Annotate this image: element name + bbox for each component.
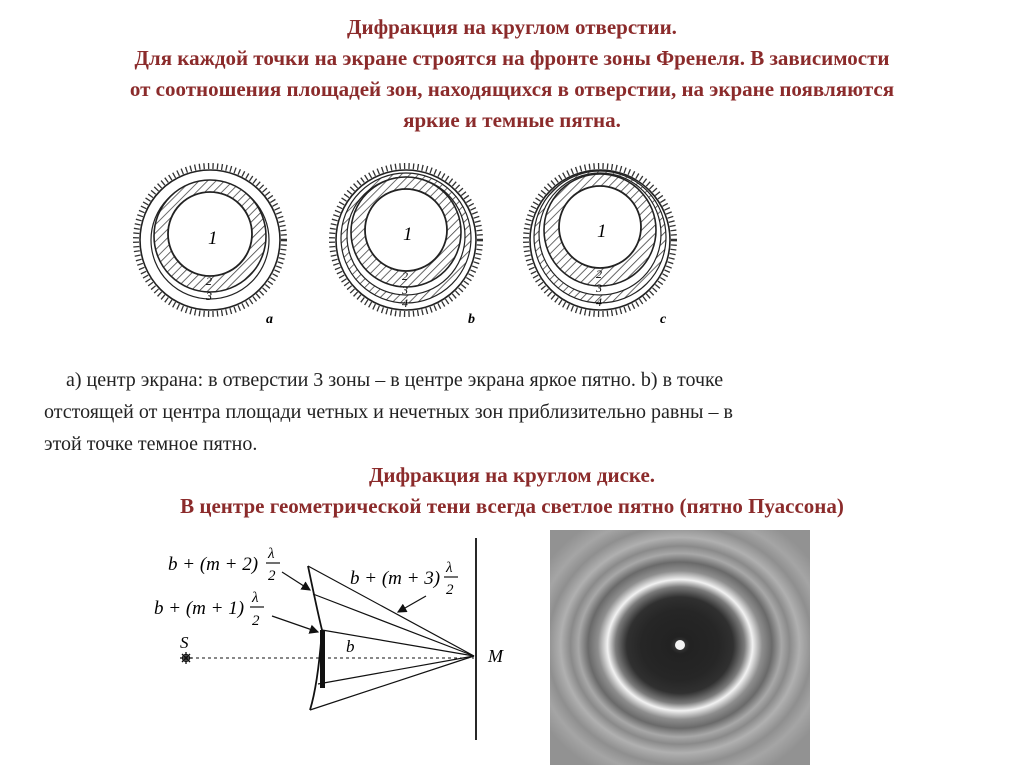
point-label: M xyxy=(488,646,503,666)
source-point xyxy=(180,652,192,664)
zone-label: 2 xyxy=(596,267,602,281)
zone-label: 2 xyxy=(402,269,408,283)
svg-text:λ: λ xyxy=(252,590,259,606)
caption-line: этой точке темное пятно. xyxy=(44,433,258,455)
disk-subtitle: В центре геометрической тени всегда светлое пятно (пятно Пуассона) xyxy=(180,494,844,518)
arrow-m2 xyxy=(282,572,310,590)
title-line: Для каждой точки на экране строятся на фронте зоны Френеля. В зависимости xyxy=(134,46,890,70)
poisson-spot-photo xyxy=(550,530,810,765)
svg-text:2: 2 xyxy=(446,582,454,598)
panel-letter: b xyxy=(468,312,475,327)
disk-heading xyxy=(20,460,1004,522)
zone-panel-a xyxy=(136,166,284,327)
zone-label: 1 xyxy=(403,224,413,245)
fresnel-zones-figure xyxy=(128,158,708,358)
caption-line: отстоящей от центра площади четных и нечетных зон приблизительно равны – в xyxy=(44,401,733,423)
label-m2 xyxy=(168,546,280,584)
source-label: S xyxy=(180,633,189,652)
svg-text:2: 2 xyxy=(268,568,276,584)
title-line: от соотношения площадей зон, находящихся в отверстии, на экране появляются xyxy=(129,77,895,101)
wavefront-arc xyxy=(308,566,322,710)
svg-text:2: 2 xyxy=(252,613,260,629)
zone-label: 1 xyxy=(597,221,607,242)
opaque-disk xyxy=(320,630,325,688)
distance-label: b xyxy=(346,637,355,656)
zone-label: 4 xyxy=(596,295,602,309)
caption-text xyxy=(44,364,984,460)
zone-label: 3 xyxy=(402,283,408,297)
arrow-m3 xyxy=(398,596,426,612)
zone-label: 3 xyxy=(206,289,212,303)
zone-label: 4 xyxy=(402,296,408,310)
svg-text:λ: λ xyxy=(446,560,453,576)
zone-label: 1 xyxy=(208,228,218,249)
zone-panel-c xyxy=(526,166,674,327)
panel-letter: a xyxy=(266,312,273,327)
title-line: Дифракция на круглом отверстии. xyxy=(347,15,677,39)
zone-label: 3 xyxy=(596,281,602,295)
slide-title xyxy=(20,12,1004,136)
title-line: яркие и темные пятна. xyxy=(403,108,621,132)
disk-title: Дифракция на круглом диске. xyxy=(368,463,656,487)
arrow-m1 xyxy=(272,616,318,632)
svg-text:b + (m + 1): b + (m + 1) xyxy=(154,598,245,619)
zone-panel-b xyxy=(332,166,480,327)
poisson-spot xyxy=(675,640,685,650)
svg-text:b + (m + 3): b + (m + 3) xyxy=(350,568,441,589)
label-m3 xyxy=(350,560,458,598)
label-m1 xyxy=(154,590,264,629)
panel-letter: c xyxy=(660,312,667,327)
svg-text:λ: λ xyxy=(268,546,275,562)
zone-label: 2 xyxy=(206,274,212,288)
disk-diffraction-diagram xyxy=(150,534,510,744)
svg-text:b + (m + 2): b + (m + 2) xyxy=(168,554,259,575)
caption-line: а) центр экрана: в отверстии 3 зоны – в центре экрана яркое пятно. b) в точке xyxy=(66,369,724,391)
